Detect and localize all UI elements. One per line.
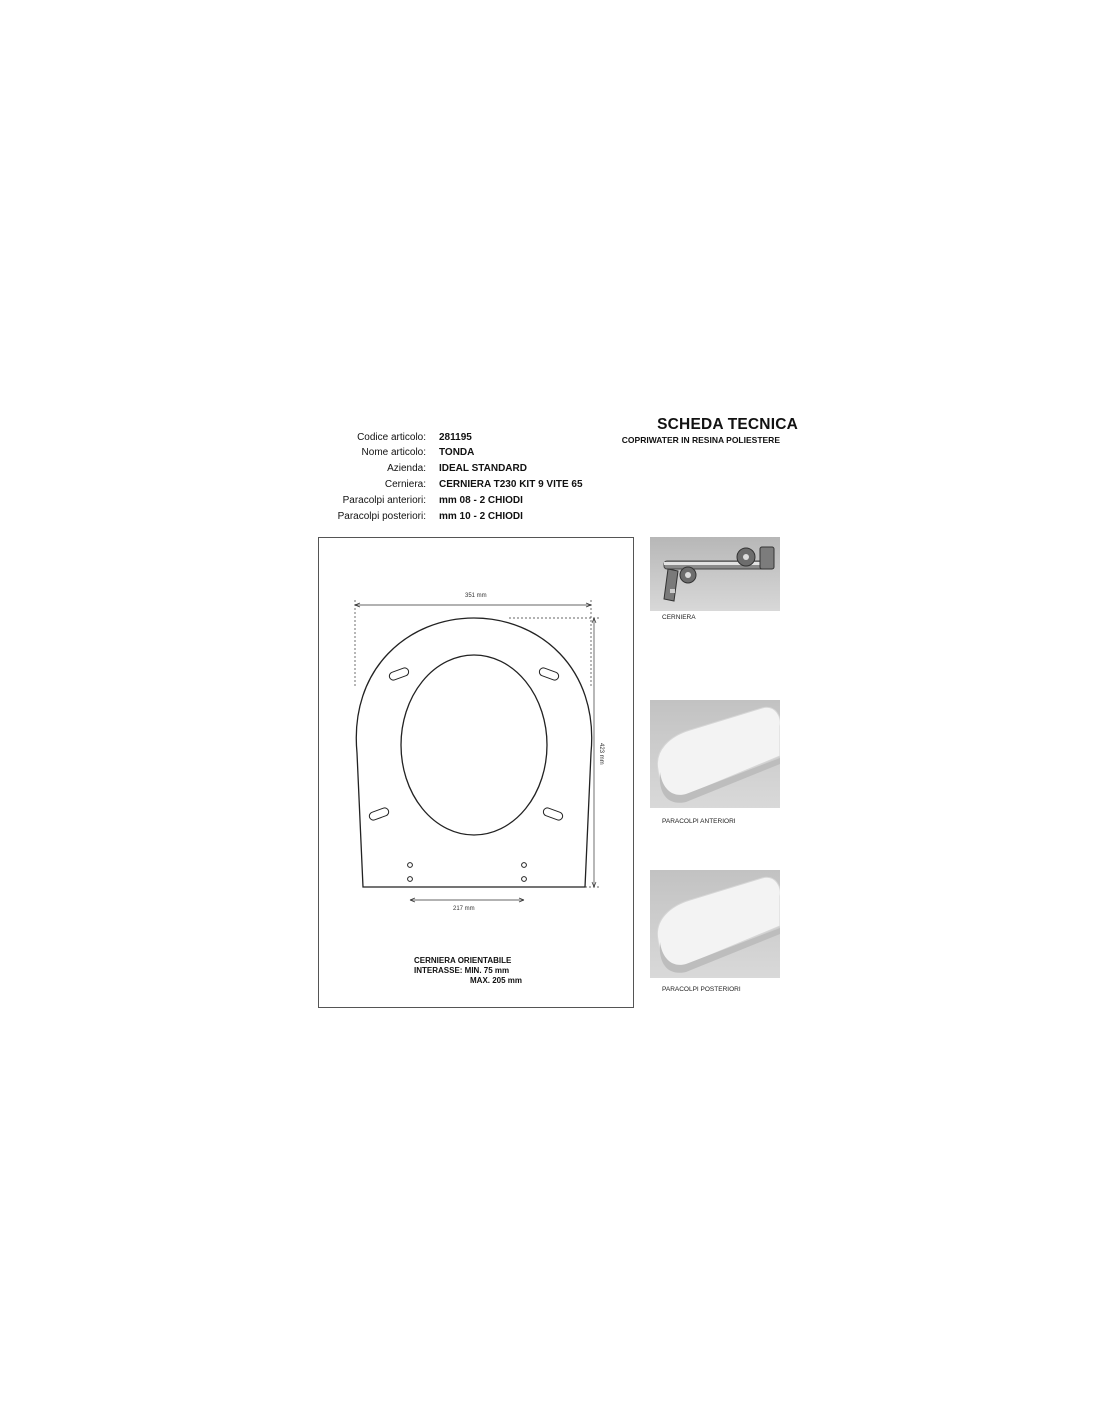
hinge-note (414, 956, 522, 986)
spec-row-front-bumpers (300, 495, 620, 509)
hinge-spacing-label: 217 mm (453, 906, 475, 912)
front-bumper-caption: PARACOLPI ANTERIORI (662, 818, 736, 825)
bumper-icon (650, 870, 780, 978)
bumper-icon (650, 700, 780, 808)
sheet-subtitle: COPRIWATER IN RESINA POLIESTERE (621, 435, 780, 445)
rear-bumper-photo (650, 870, 780, 978)
spec-value: 281195 (439, 432, 472, 443)
spec-label: Paracolpi anteriori: (342, 495, 426, 506)
spec-row-name (300, 447, 620, 461)
spec-value: mm 10 - 2 CHIODI (439, 511, 523, 522)
spec-label: Azienda: (387, 463, 426, 474)
rear-bumper-caption: PARACOLPI POSTERIORI (662, 986, 741, 993)
spec-value: CERNIERA T230 KIT 9 VITE 65 (439, 479, 583, 490)
seat-opening (401, 655, 547, 835)
hinge-caption: CERNIERA (662, 614, 696, 621)
hinge-icon (650, 537, 780, 611)
front-bumper-photo (650, 700, 780, 808)
width-label: 351 mm (465, 593, 487, 599)
spec-label: Codice articolo: (357, 432, 426, 443)
hinge-note-min: INTERASSE: MIN. 75 mm (414, 966, 510, 975)
spec-label: Paracolpi posteriori: (337, 511, 426, 522)
spec-value: IDEAL STANDARD (439, 463, 527, 474)
height-label: 423 mm (598, 743, 604, 765)
hinge-spacing-dimension (410, 898, 524, 902)
spec-row-code (300, 432, 620, 446)
spec-row-company (300, 463, 620, 477)
spec-label: Cerniera: (384, 479, 426, 490)
hinge-note-max: MAX. 205 mm (470, 976, 523, 985)
hinge-photo (650, 537, 780, 611)
hinge-note-title: CERNIERA ORIENTABILE (414, 956, 512, 965)
spec-value: TONDA (439, 447, 475, 458)
seat-drawing-frame (318, 537, 634, 1008)
spec-row-hinge (300, 479, 620, 493)
sheet-title: SCHEDA TECNICA (657, 416, 798, 433)
seat-drawing (319, 538, 633, 1007)
spec-label: Nome articolo: (361, 447, 426, 458)
spec-row-rear-bumpers (300, 511, 620, 525)
spec-value: mm 08 - 2 CHIODI (439, 495, 523, 506)
